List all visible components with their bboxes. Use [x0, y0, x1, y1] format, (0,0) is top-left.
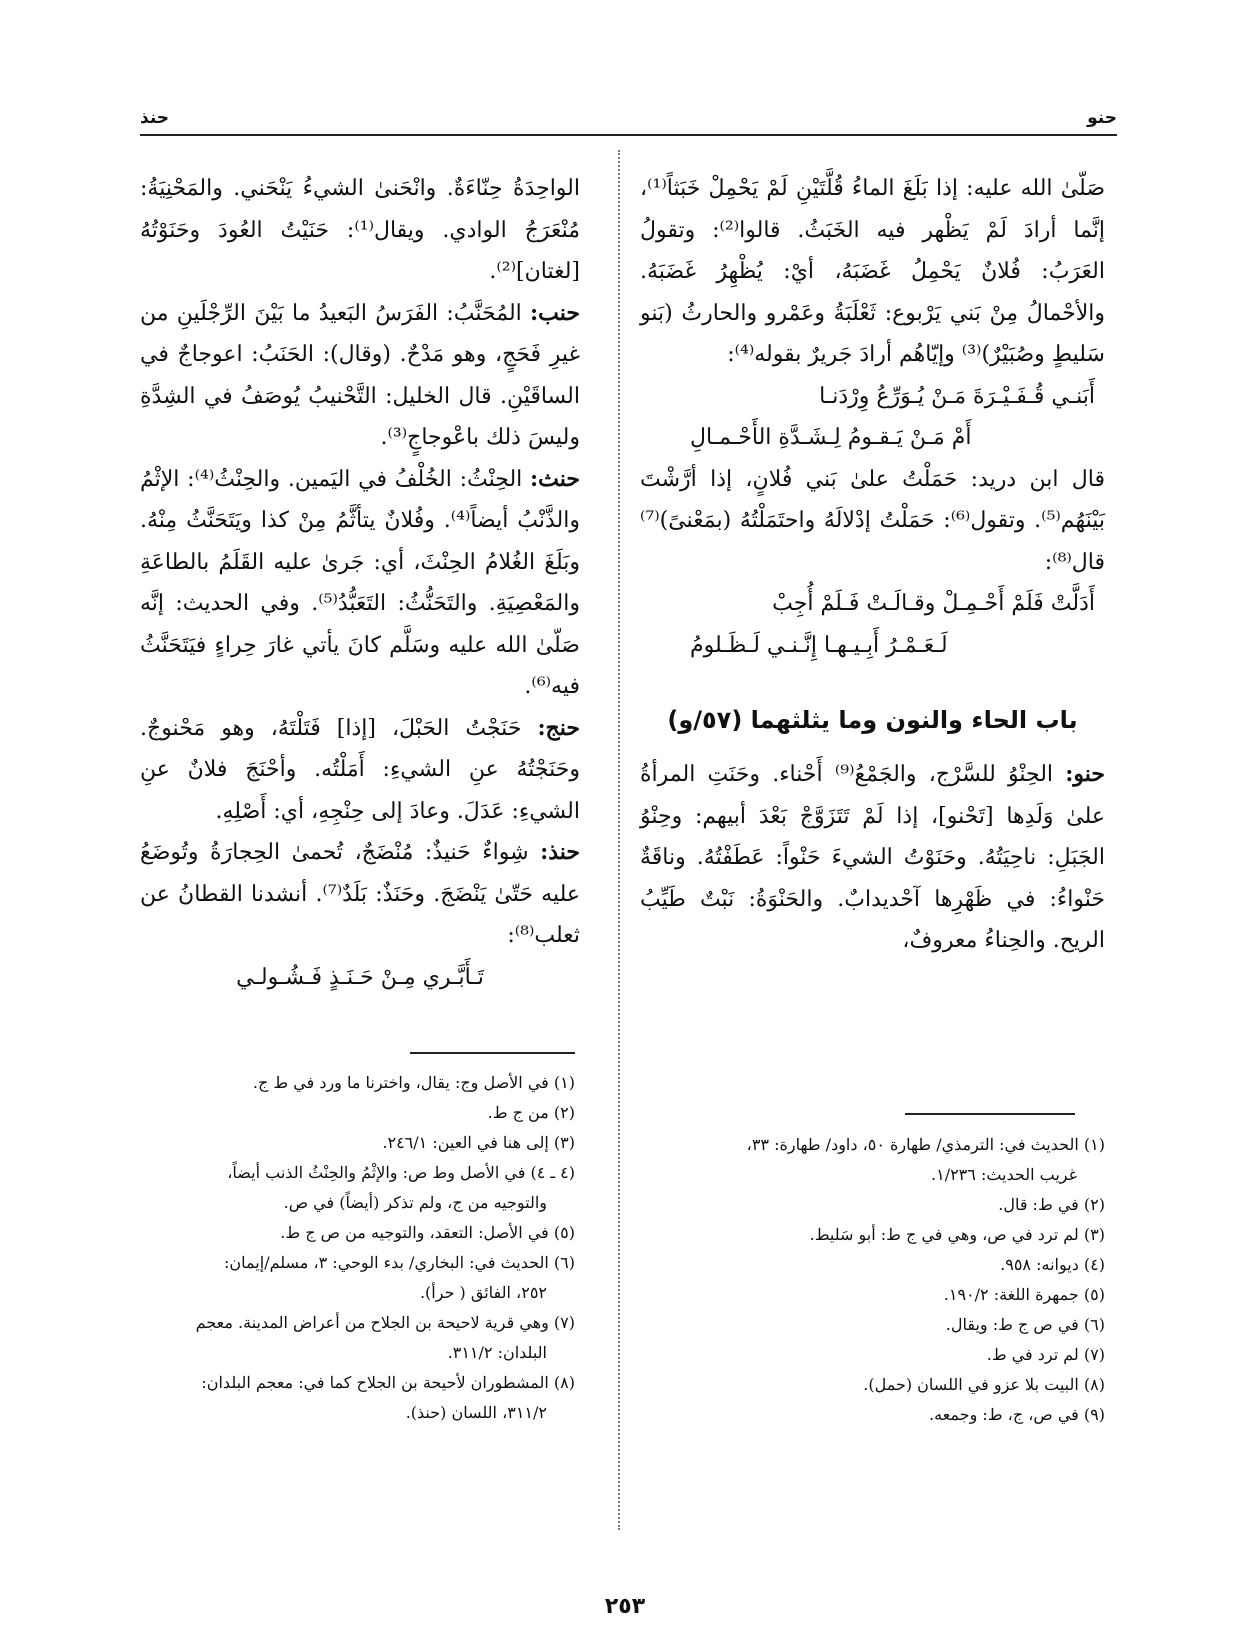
- entry-hnj-text: حَنَجْتُ الحَبْلَ، [إذا] فَتَلْتَهُ، وهو مَحْنوجٌ. وحَنَجْتُهُ عنِ الشيءِ: أَمَلْتُه. وأحْنَجَ فلانٌ عنِ الشيءِ: عَدَلَ. وعادَ إلى حِنْجِهِ، أي: أَصْلِهِ.: [140, 715, 580, 824]
- footnote-right-1: (١) الحديث في: الترمذي/ طهارة ٥٠، داود/ طهارة: ٣٣، غريب الحديث: ١/٢٣٦.: [746, 1135, 1105, 1184]
- right-column: [640, 168, 1105, 962]
- footnote-right-8: (٨) البيت بلا عزو في اللسان (حمل).: [863, 1375, 1105, 1394]
- footnote-left-8: (٨) المشطوران لأحيحة بن الجلاح كما في: معجم البلدان: ٣١١/٢، اللسان (حنذ).: [201, 1373, 575, 1422]
- footnotes-right: [640, 1130, 1105, 1430]
- footnote-rule-right: [905, 1113, 1075, 1115]
- headword-hnth: حنث:: [530, 465, 580, 492]
- headword-hnj: حنج:: [537, 714, 580, 741]
- footnote-left-5: (٥) في الأصل: التعقد، والتوجيه من ص ج ط.: [280, 1223, 575, 1242]
- chapter-title: باب الحاء والنون وما يثلثهما (٥٧/و): [667, 706, 1078, 734]
- entry-hnb-text: المُحَنَّبُ: الفَرَسُ البَعيدُ ما بَيْنَ الرِّجْلَينِ من غيرِ فَحَجٍ، وهو مَدْحٌ. (وقال): الحَنَبُ: اعوجاجٌ في الساقَيْنِ. قال الخليل: التَّحْنيبُ يُوصَفُ في الشِدَّةِ وليسَ ذلك باعْوجاجٍ⁽³⁾.: [140, 300, 580, 450]
- headword-hnb: حنب:: [530, 299, 580, 326]
- verse-2-hemistich-1: أَدَلَّتْ فَلَمْ أَحْـمِـلْ وقـالَـتْ فَـلَمْ أُجِبْ: [772, 591, 1095, 616]
- verse-1-hemistich-2: أَمْ مَـنْ يَـقـومُ لِـشَـدَّةِ الأَحْـمـالِ: [690, 425, 972, 450]
- headword-hndh: حنذ:: [540, 839, 580, 865]
- footnotes-left: [140, 1068, 575, 1428]
- verse-1-hemistich-1: أَبَنـي قُـفَـيْـرَةَ مَـنْ يُـوَرِّعُ وِرْدَنـا: [819, 383, 1095, 409]
- headword-hnw: حنو:: [1065, 761, 1105, 787]
- footnote-left-3: (٣) إلى هنا في العين: ٢٤٦/١.: [382, 1133, 575, 1152]
- entry-hnth-text: الحِنْثُ: الخُلْفُ في اليَمين. والحِنْثُ⁽⁴⁾: الإثْمُ والذَّنْبُ أيضاً⁽⁴⁾. وفُلانٌ يتأثَّمُ مِنْ كذا ويَتَحَنَّثُ مِنْهُ. وبَلَغَ الغُلامُ الحِنْثَ، أي: جَرىٰ عليه القَلَمُ بالطاعَةِ والمَعْصِيَةِ. والتَحَنُّثُ: التَعَبُّدُ⁽⁵⁾. وفي الحديث: إنَّه صَلّىٰ الله عليه وسَلَّم كانَ يأتي غارَ حِراءٍ فيَتَحَنَّثُ فيه⁽⁶⁾.: [140, 466, 580, 699]
- verse-2-hemistich-2: لَـعَـمْـرُ أَبِـيـهـا إِنَّـنـي لَـظَـلومُ: [690, 632, 948, 658]
- entry-hnb: [140, 293, 580, 459]
- entry-hndh: [140, 832, 580, 957]
- footnote-rule-left: [410, 1052, 575, 1054]
- left-paragraph-1: الواحِدَةُ حِنّاءَةٌ. وانْحَنىٰ الشيءُ يَنْحَني. والمَحْنِيَةُ: مُنْعَرَجُ الوادي. ويقال⁽¹⁾: حَنَيْتُ العُودَ وحَنَوْتُهُ [لغتان]⁽²⁾.: [140, 176, 581, 284]
- entry-hnw: [640, 754, 1105, 962]
- page-number: ٢٥٣: [604, 1594, 646, 1619]
- footnote-right-3: (٣) لم ترد في ص، وهي في ج ط: أبو سَليط.: [809, 1225, 1105, 1244]
- footnote-right-5: (٥) جمهرة اللغة: ١٩٠/٢.: [943, 1285, 1105, 1304]
- footnote-left-4: (٤ ـ ٤) في الأصل وط ص: والإثْمُ والحِنْثُ الذنب أيضاً، والتوجيه من ج، ولم تذكر (أيضاً) في ص.: [227, 1163, 575, 1212]
- footnote-left-2: (٢) من ج ط.: [487, 1103, 575, 1122]
- entry-hnw-text: الحِنْوُ للسَّرْج، والجَمْعُ⁽⁹⁾ أَحْناء. وحَنَتِ المرأةُ علىٰ وَلَدِها [تَحْنو]، إذا لَمْ تَتَزَوَّجْ بَعْدَ أبيهم: وحِنْوُ الجَبَلِ: ناحِيَتُهُ. وحَنَوْتُ الشيءَ حَنْواً: عَطَفْتُهُ. وناقَةٌ حَنْواءُ: في ظَهْرِها آحْديدابٌ. والحَنْوَةُ: نَبْتٌ طَيِّبُ الريح. والحِناءُ معروفٌ،: [640, 762, 1105, 953]
- header-right-word: حنو: [1087, 108, 1117, 128]
- right-paragraph-2: قال ابن دريد: حَمَلْتُ علىٰ بَني فُلانٍ، إذا أرَّشْتَ بَيْنَهُم⁽⁵⁾. وتقول⁽⁶⁾: حَمَلْتُ إدْلالَهُ واحتَمَلْتُهُ (بمَعْنىً)⁽⁷⁾ قال⁽⁸⁾:: [640, 466, 1105, 575]
- footnote-left-7: (٧) وهي قرية لاحيحة بن الجلاح من أعراض المدينة. معجم البلدان: ٣١١/٢.: [195, 1313, 575, 1362]
- footnote-right-2: (٢) في ط: قال.: [998, 1195, 1105, 1214]
- entry-hndh-text: شِواءٌ حَنيذٌ: مُنْضَجٌ، تُحمىٰ الحِجارَةُ وتُوضَعُ عليه حَتّىٰ يَنْضَجَ. وحَنَذٌ: بَلَدٌ⁽⁷⁾. أنشدنا القطانُ عن ثعلب⁽⁸⁾:: [140, 840, 580, 948]
- footnote-right-9: (٩) في ص، ج، ط: وجمعه.: [929, 1405, 1105, 1424]
- footnote-left-6: (٦) الحديث في: البخاري/ بدء الوحي: ٣، مسلم/إيمان: ٢٥٢، الفائق ( حرأ).: [224, 1253, 575, 1302]
- left-verse: تَـأَبَّـري مِـنْ حَـنَـذٍ فَـشُـولـي: [236, 964, 484, 990]
- column-divider: [618, 150, 620, 1530]
- header-left-word: حنذ: [140, 108, 170, 128]
- entry-hnth: [140, 459, 580, 708]
- entry-hnj: [140, 708, 580, 833]
- footnote-right-7: (٧) لم ترد في ط.: [986, 1345, 1105, 1364]
- footnote-right-4: (٤) ديوانه: ٩٥٨.: [1000, 1255, 1105, 1274]
- left-column: [140, 168, 580, 998]
- footnote-left-1: (١) في الأصل وج: يقال، واخترنا ما ورد في ط ج.: [252, 1073, 575, 1092]
- running-header: [140, 108, 1117, 136]
- footnote-right-6: (٦) في ص ج ط: ويقال.: [945, 1315, 1105, 1334]
- right-paragraph-1: صَلّىٰ الله عليه: إذا بَلَغَ الماءُ قُلَّتَيْنِ لَمْ يَحْمِلْ خَبَثاً⁽¹⁾، إنَّما أرادَ لَمْ يَظْهر فيه الخَبَثُ. قالوا⁽²⁾: وتقولُ العَرَبُ: فُلانٌ يَحْمِلُ غَضَبَهُ، أيْ: يُظْهِرُ غَضَبَهُ. والأحْمالُ مِنْ بَني يَرْبوع: ثَعْلَبَةُ وعَمْرو والحارثُ (بَنو سَليطٍ وصُبَيْرٌ)⁽³⁾ وإيّاهُم أرادَ جَريرٌ بقوله⁽⁴⁾:: [640, 176, 1105, 367]
